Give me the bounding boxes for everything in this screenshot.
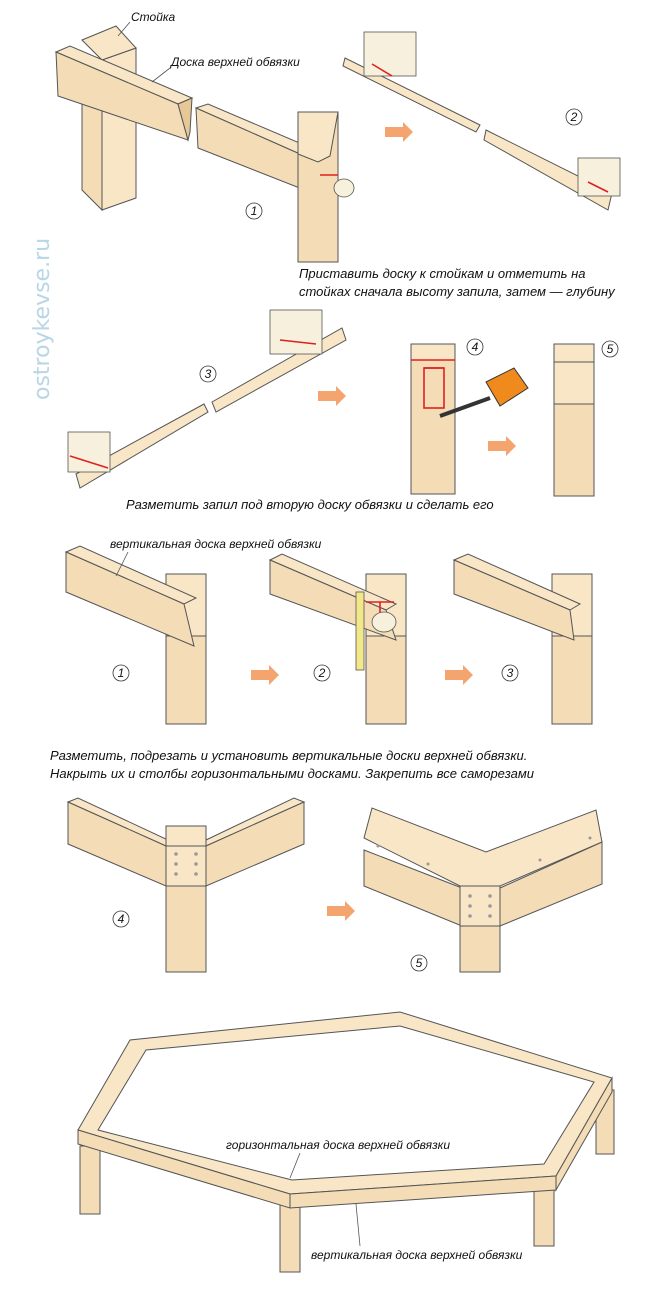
step-number-a4 bbox=[467, 339, 483, 355]
label-horizontal-board: горизонтальная доска верхней обвязки bbox=[226, 1138, 450, 1152]
step-b2-mark-board bbox=[270, 554, 406, 724]
svg-text:3: 3 bbox=[506, 666, 514, 680]
step-number-b1 bbox=[113, 665, 129, 681]
svg-text:5: 5 bbox=[415, 956, 423, 970]
step-number-a1 bbox=[246, 203, 262, 219]
arrow bbox=[327, 901, 355, 921]
arrow bbox=[318, 386, 346, 406]
step-3-diagonal-board bbox=[68, 310, 346, 488]
svg-text:2: 2 bbox=[570, 110, 578, 124]
arrow bbox=[251, 665, 279, 685]
step-5-post-notched bbox=[554, 344, 594, 496]
step-number-b5 bbox=[411, 955, 427, 971]
step-number-a2 bbox=[566, 109, 582, 125]
label-top-board: Доска верхней обвязки bbox=[171, 55, 300, 69]
watermark: ostroykevse.ru bbox=[30, 237, 55, 400]
svg-text:3: 3 bbox=[204, 367, 212, 381]
arrow bbox=[385, 122, 413, 142]
caption-step3-line2: Накрыть их и столбы горизонтальными досками. Закрепить все саморезами bbox=[50, 766, 535, 781]
caption-step3-line1: Разметить, подрезать и установить вертикальные доски верхней обвязки. bbox=[50, 748, 528, 763]
arrow bbox=[488, 436, 516, 456]
step-number-b4 bbox=[113, 911, 129, 927]
caption-step2: Разметить запил под вторую доску обвязки и сделать его bbox=[126, 497, 494, 512]
step-number-a5 bbox=[602, 341, 618, 357]
label-post: Стойка bbox=[131, 10, 176, 24]
svg-text:2: 2 bbox=[318, 666, 326, 680]
svg-text:1: 1 bbox=[250, 204, 258, 218]
arrow bbox=[445, 665, 473, 685]
step-b4-corner-joint bbox=[68, 798, 304, 972]
svg-text:5: 5 bbox=[606, 342, 614, 356]
svg-text:4: 4 bbox=[117, 912, 125, 926]
step-b5-covered-joint bbox=[364, 808, 602, 972]
svg-text:4: 4 bbox=[471, 340, 479, 354]
label-vertical-board-2: вертикальная доска верхней обвязки bbox=[311, 1248, 523, 1262]
step-number-b2 bbox=[314, 665, 330, 681]
step-number-b3 bbox=[502, 665, 518, 681]
svg-text:1: 1 bbox=[117, 666, 125, 680]
caption-step1-line2: стойках сначала высоту запила, затем — глубину bbox=[299, 284, 615, 299]
label-vertical-board-1: вертикальная доска верхней обвязки bbox=[110, 537, 322, 551]
step-b1-vertical-board bbox=[66, 546, 206, 724]
caption-step1-line1: Приставить доску к стойкам и отметить на bbox=[299, 266, 586, 281]
step-number-a3 bbox=[200, 366, 216, 382]
step-b3-installed-board bbox=[454, 554, 592, 724]
step-4-post-cut bbox=[411, 344, 528, 494]
